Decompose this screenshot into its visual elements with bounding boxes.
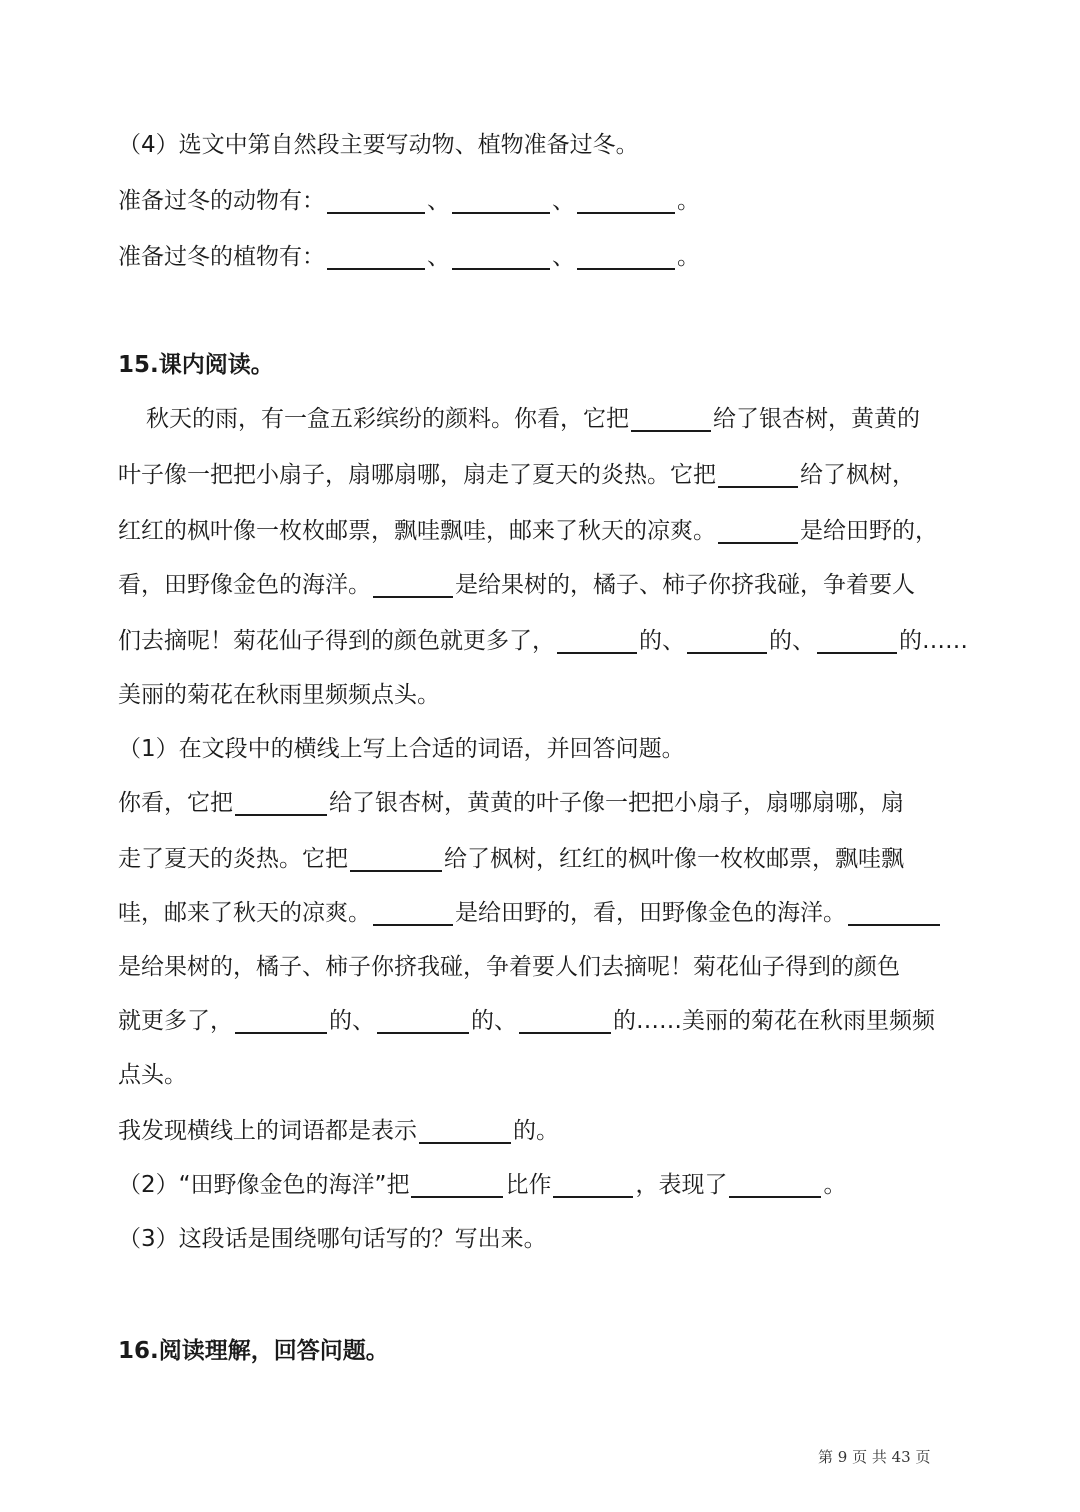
blank[interactable] <box>848 898 940 926</box>
q15-sub2: （2）“田野像金色的海洋”把 比作 ，表现了 。 <box>118 1172 847 1198</box>
blank[interactable] <box>373 898 453 926</box>
q15-title: 15.课内阅读。 <box>118 352 274 378</box>
q15-passage-line-6: 美丽的菊花在秋雨里频频点头。 <box>118 682 440 708</box>
blank[interactable] <box>519 1006 611 1034</box>
blank[interactable] <box>452 186 550 214</box>
q15-sub1-line-1: 你看，它把 给了银杏树，黄黄的叶子像一把把小扇子，扇哪扇哪，扇 <box>118 790 904 816</box>
q15-passage-line-5: 们去摘呢！菊花仙子得到的颜色就更多了， 的、 的、 的…… <box>118 628 968 654</box>
blank[interactable] <box>452 242 550 270</box>
q15-passage-line-3: 红红的枫叶像一枚枚邮票，飘哇飘哇，邮来了秋天的凉爽。 是给田野的， <box>118 518 938 544</box>
q14-plants-line: 准备过冬的植物有： 、 、 。 <box>118 244 700 270</box>
blank[interactable] <box>235 788 327 816</box>
q16-title: 16.阅读理解，回答问题。 <box>118 1338 389 1364</box>
q15-sub1-line-3: 哇，邮来了秋天的凉爽。 是给田野的，看，田野像金色的海洋。 <box>118 896 962 930</box>
q15-passage-line-4: 看，田野像金色的海洋。 是给果树的，橘子、柿子你挤我碰，争着要人 <box>118 572 915 598</box>
blank[interactable] <box>729 1170 821 1198</box>
q14-part4-question: （4）选文中第自然段主要写动物、植物准备过冬。 <box>118 132 639 158</box>
blank[interactable] <box>377 1006 469 1034</box>
blank[interactable] <box>373 570 453 598</box>
blank[interactable] <box>577 242 675 270</box>
q15-sub1-line-5: 就更多了， 的、 的、 的……美丽的菊花在秋雨里频频 <box>118 1008 935 1034</box>
q15-sub1-found: 我发现横线上的词语都是表示 的。 <box>118 1118 559 1144</box>
blank[interactable] <box>718 460 798 488</box>
blank[interactable] <box>411 1170 503 1198</box>
blank[interactable] <box>350 844 442 872</box>
blank[interactable] <box>327 242 425 270</box>
q14-animals-line: 准备过冬的动物有： 、 、 。 <box>118 188 700 214</box>
blank[interactable] <box>631 404 711 432</box>
blank[interactable] <box>577 186 675 214</box>
q15-sub1-line-2: 走了夏天的炎热。它把 给了枫树，红红的枫叶像一枚枚邮票，飘哇飘 <box>118 846 904 872</box>
q15-sub1-line-4: 是给果树的，橘子、柿子你挤我碰，争着要人们去摘呢！菊花仙子得到的颜色 <box>118 954 900 980</box>
blank[interactable] <box>687 626 767 654</box>
blank[interactable] <box>817 626 897 654</box>
blank[interactable] <box>557 626 637 654</box>
blank[interactable] <box>235 1006 327 1034</box>
blank[interactable] <box>553 1170 633 1198</box>
q15-sub3-question: （3）这段话是围绕哪句话写的？写出来。 <box>118 1226 547 1252</box>
page-number: 第 9 页 共 43 页 <box>818 1448 931 1466</box>
blank[interactable] <box>419 1116 511 1144</box>
q15-passage-line-1: 秋天的雨，有一盒五彩缤纷的颜料。你看，它把 给了银杏树，黄黄的 <box>146 406 920 432</box>
q15-passage-line-2: 叶子像一把把小扇子，扇哪扇哪，扇走了夏天的炎热。它把 给了枫树， <box>118 462 915 488</box>
blank[interactable] <box>327 186 425 214</box>
q15-sub1-question: （1）在文段中的横线上写上合适的词语，并回答问题。 <box>118 736 685 762</box>
q15-sub1-line-6: 点头。 <box>118 1062 187 1088</box>
blank[interactable] <box>718 516 798 544</box>
